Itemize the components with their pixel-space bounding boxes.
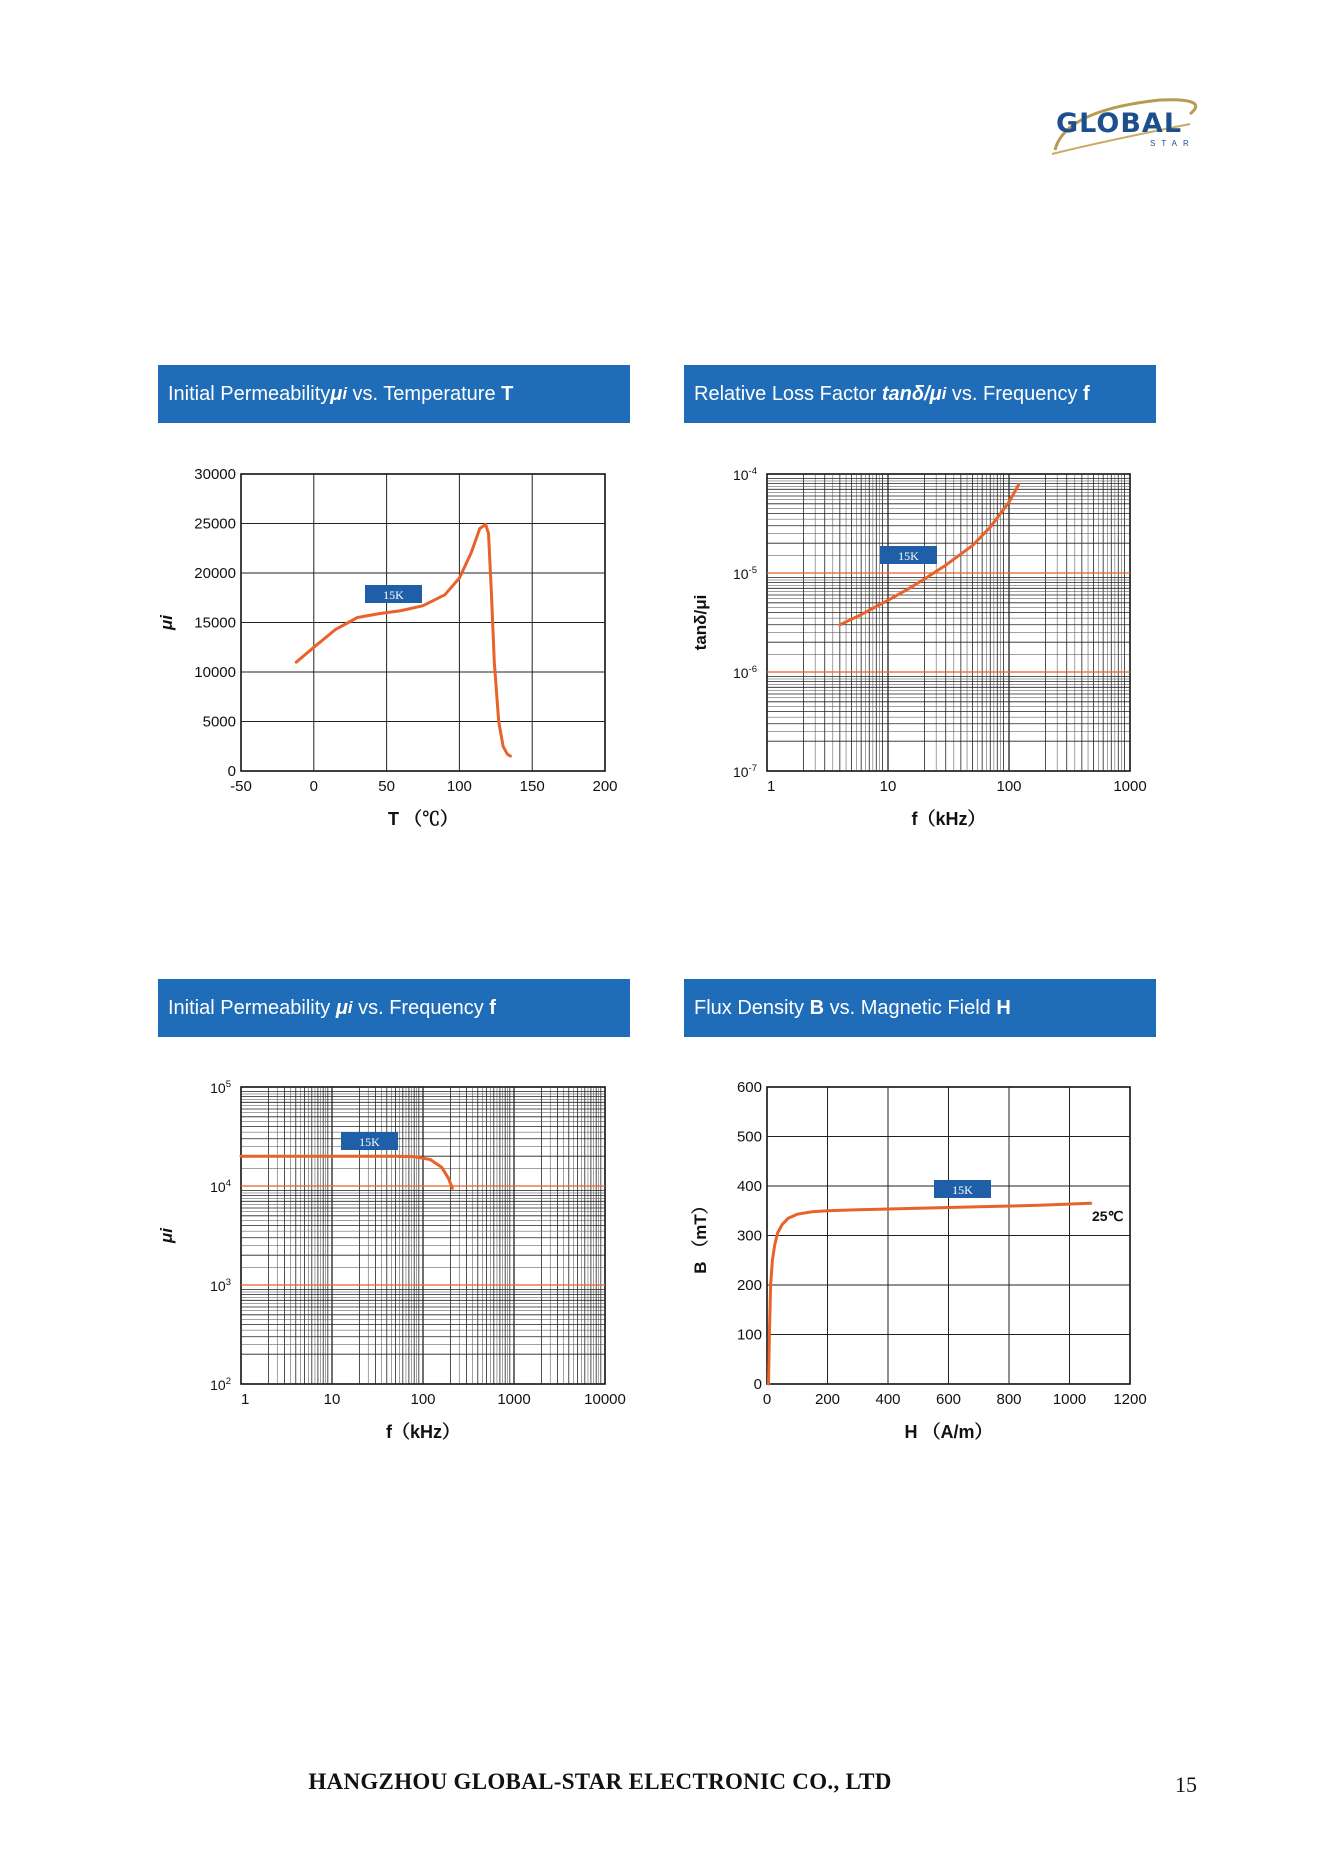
y-tick-label: 10000: [194, 664, 236, 681]
y-tick-label: 25000: [194, 515, 236, 533]
plot-area-1: [767, 474, 1130, 771]
x-tick-label: 1: [241, 1391, 250, 1408]
x-tick-label: 10: [323, 1391, 341, 1408]
legend-label: 15K: [952, 1183, 973, 1197]
x-tick-label: 400: [875, 1391, 901, 1408]
logo-subtext: STAR: [1150, 139, 1195, 148]
x-tick-label: 10000: [584, 1391, 626, 1408]
x-tick-label: 200: [592, 778, 618, 795]
y-axis-label: μi: [157, 1228, 176, 1243]
x-tick-label: 100: [446, 778, 472, 795]
y-tick-label: $10^3$: [210, 1277, 231, 1294]
banner-variable: f: [1083, 382, 1090, 405]
banner-text: vs. Magnetic Field: [824, 996, 997, 1019]
x-tick-label: 800: [996, 1391, 1022, 1408]
y-tick-label: 400: [736, 1178, 762, 1195]
y-tick-label: 0: [753, 1376, 762, 1393]
banner-text: vs. Frequency: [946, 382, 1084, 405]
banner-variable: H: [996, 996, 1011, 1019]
banner-text: vs. Frequency: [352, 996, 490, 1019]
banner-text: Relative Loss Factor: [694, 382, 882, 405]
legend-label: 15K: [359, 1135, 380, 1149]
banner-subscript: i: [941, 384, 947, 403]
y-tick-label: $10^2$: [210, 1376, 231, 1393]
x-axis-label: H （A/m）: [904, 1422, 993, 1442]
y-tick-label: $10^{-7}$: [732, 763, 757, 780]
curve-annotation: 25℃: [1092, 1208, 1124, 1224]
x-tick-label: 100: [410, 1391, 436, 1408]
banner-symbol: μ: [330, 382, 343, 405]
banner-text: vs. Temperature: [347, 382, 502, 405]
x-tick-label: 0: [762, 1391, 772, 1408]
legend-label: 15K: [383, 588, 404, 602]
x-tick-label: 150: [519, 778, 545, 795]
y-tick-label: $10^{-4}$: [732, 466, 757, 483]
banner-symbol: B: [809, 996, 825, 1019]
y-tick-label: $10^5$: [210, 1079, 231, 1096]
x-tick-label: 1200: [1113, 1391, 1147, 1408]
x-tick-label: -50: [230, 778, 252, 795]
x-tick-label: 100: [996, 778, 1022, 795]
y-tick-label: 5000: [202, 713, 236, 731]
y-tick-label: $10^{-5}$: [732, 565, 757, 582]
x-tick-label: 600: [935, 1391, 962, 1408]
x-tick-label: 200: [814, 1391, 841, 1408]
x-tick-label: 1000: [497, 1391, 531, 1408]
banner-text: Initial Permeability: [168, 996, 336, 1019]
y-tick-label: 15000: [194, 614, 236, 632]
banner-subscript: i: [342, 384, 347, 403]
banner-text: Initial Permeability: [168, 382, 331, 405]
logo-text: GLOBAL: [1056, 108, 1183, 139]
x-axis-label: f（kHz）: [911, 809, 986, 829]
y-axis-label: μi: [157, 615, 176, 630]
y-tick-label: 100: [736, 1326, 762, 1344]
banner-variable: T: [501, 382, 514, 405]
banner-symbol: μ: [335, 996, 348, 1019]
x-tick-label: 1: [767, 778, 776, 795]
x-axis-label: f（kHz）: [385, 1422, 461, 1442]
page-number: 15: [1175, 1772, 1197, 1797]
y-tick-label: 30000: [194, 466, 236, 483]
x-tick-label: 10: [879, 778, 897, 795]
y-axis-label: tanδ/μi: [691, 594, 710, 651]
y-tick-label: 300: [736, 1227, 762, 1245]
footer-company: HANGZHOU GLOBAL-STAR ELECTRONIC CO., LTD: [308, 1769, 892, 1794]
banner-variable: f: [489, 996, 496, 1019]
x-tick-label: 0: [309, 778, 318, 795]
y-axis-label: B （mT）: [691, 1197, 710, 1274]
banner-text: Flux Density: [694, 996, 810, 1019]
x-tick-label: 1000: [1113, 778, 1147, 795]
legend-label: 15K: [898, 549, 919, 563]
y-tick-label: $10^4$: [210, 1178, 231, 1195]
y-tick-label: 20000: [194, 565, 236, 582]
x-tick-label: 1000: [1052, 1391, 1087, 1408]
y-tick-label: 200: [736, 1277, 762, 1294]
banner-subscript: i: [347, 998, 353, 1017]
y-tick-label: 600: [736, 1079, 762, 1096]
y-tick-label: $10^{-6}$: [732, 664, 757, 681]
x-tick-label: 50: [378, 778, 395, 795]
y-tick-label: 0: [227, 763, 236, 780]
y-tick-label: 500: [736, 1128, 762, 1146]
banner-symbol: tanδ/μ: [881, 382, 942, 405]
x-axis-label: T （℃）: [388, 809, 458, 829]
